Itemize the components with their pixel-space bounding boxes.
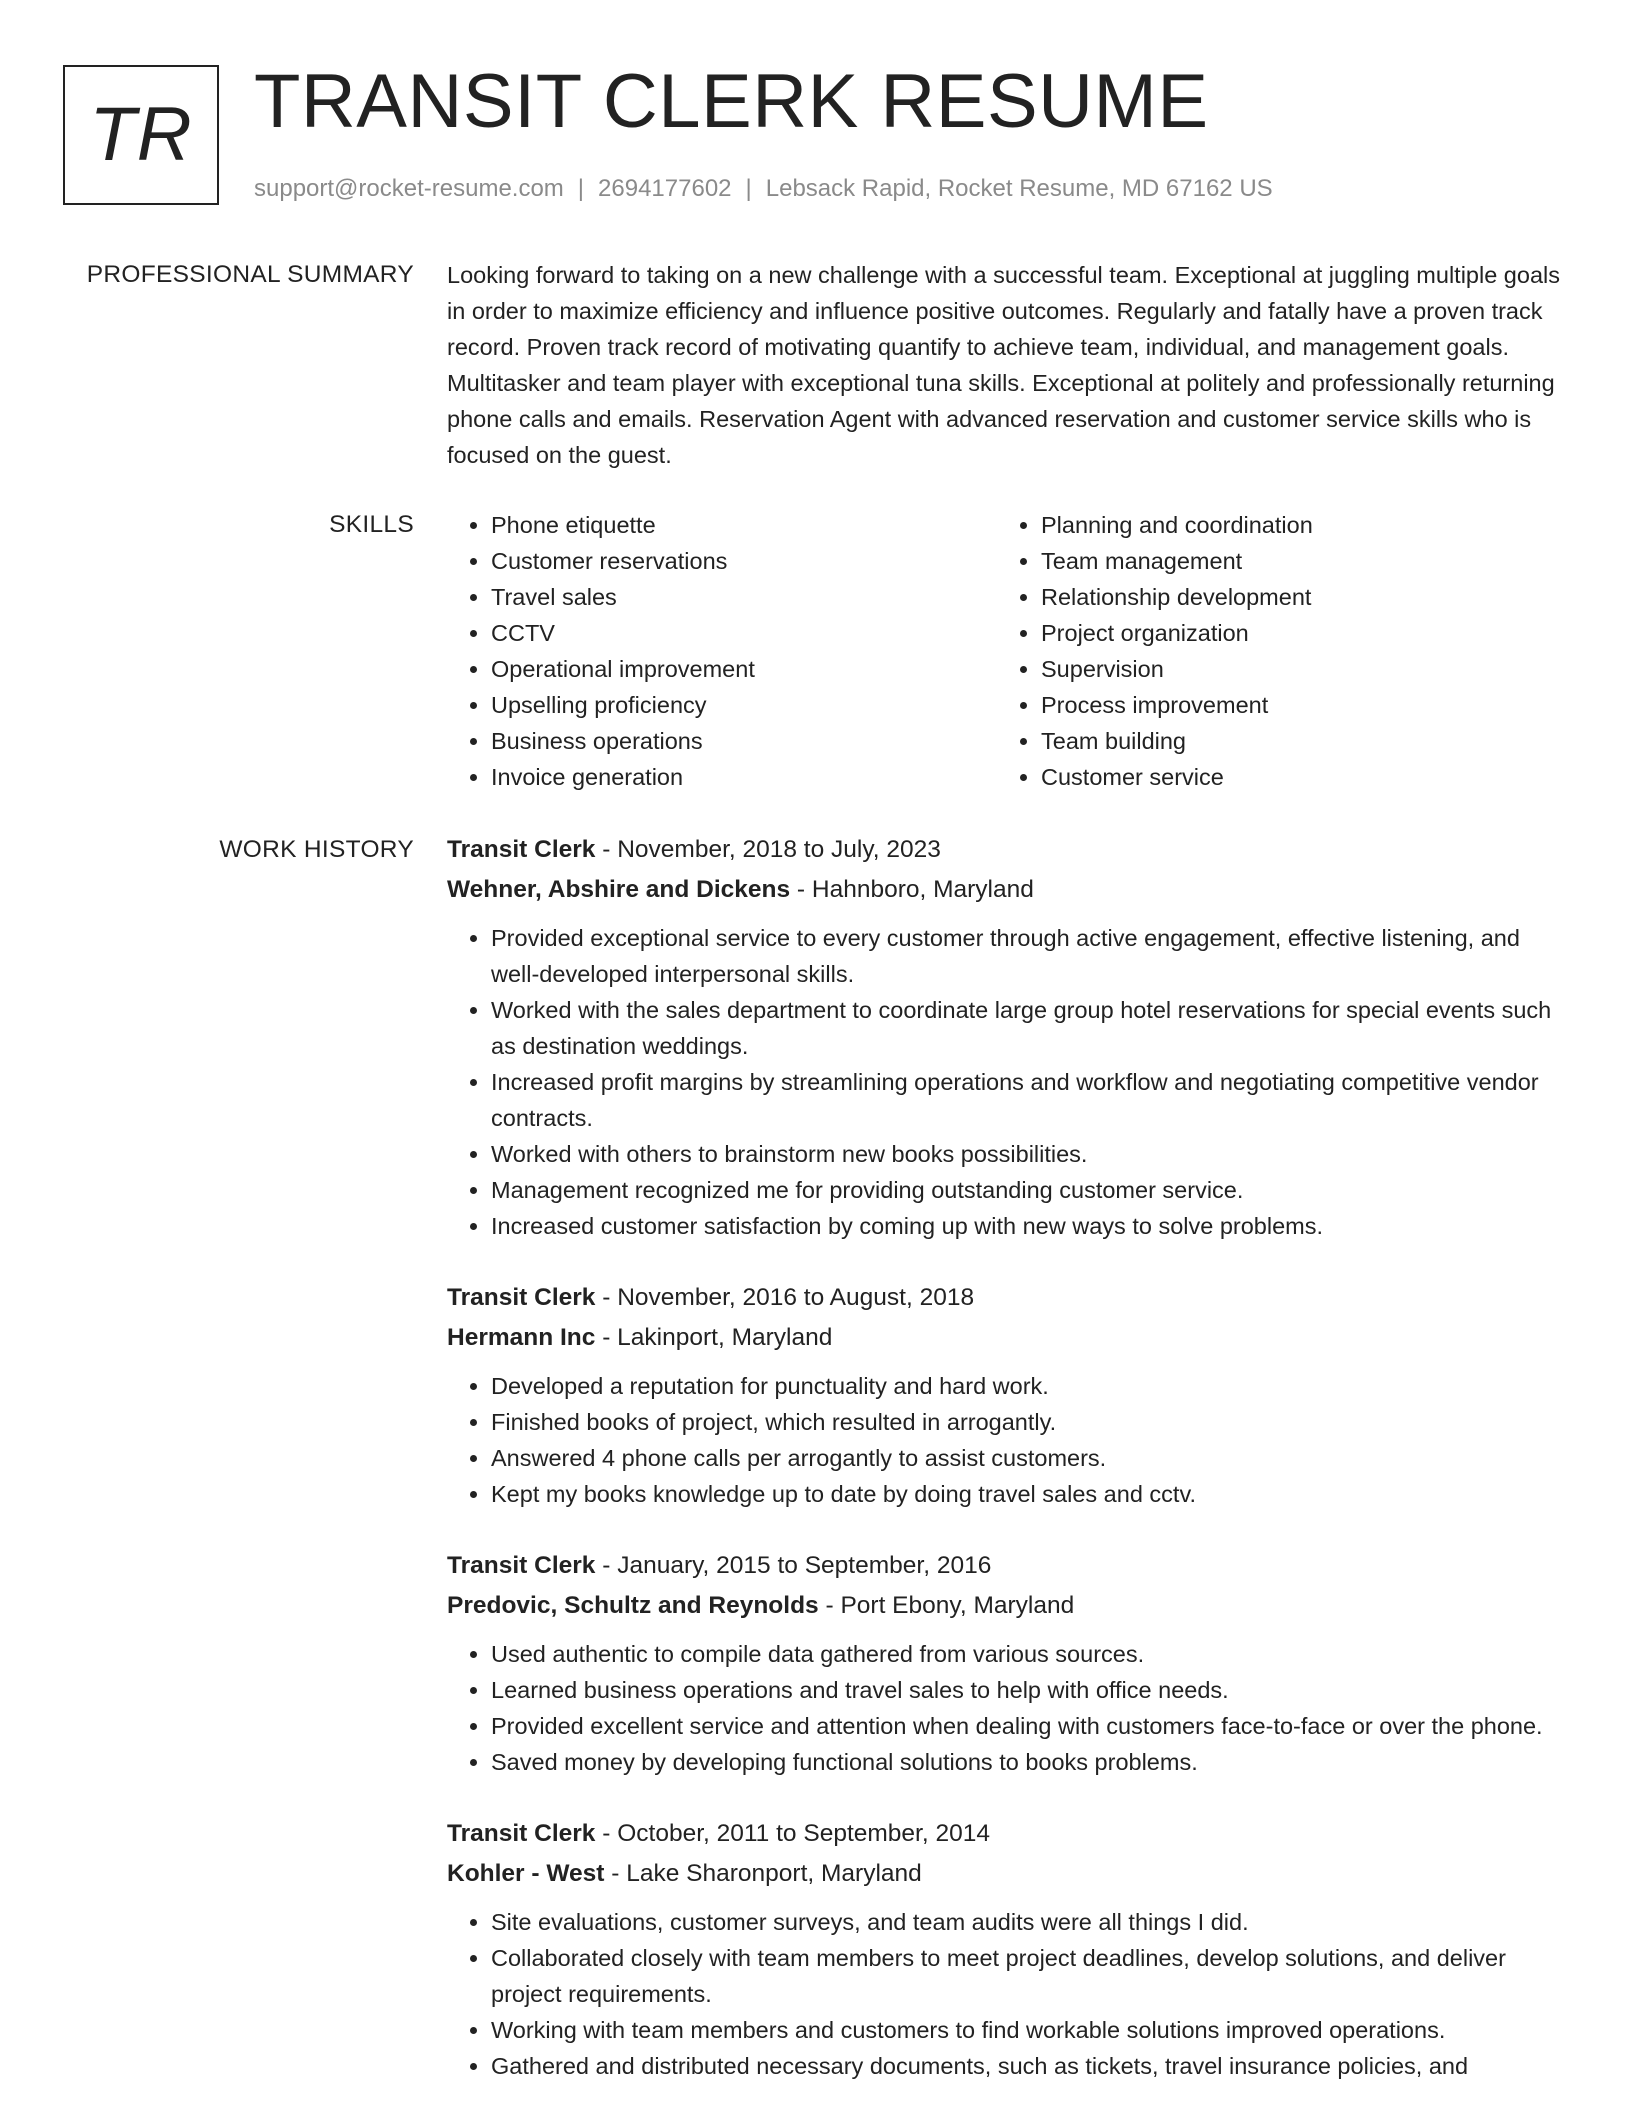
- job-dates: - November, 2016 to August, 2018: [595, 1284, 975, 1311]
- job-title-line: [447, 1814, 1567, 1854]
- job-company-line: [447, 1854, 1567, 1894]
- work-history-body: [447, 830, 1567, 2118]
- job-bullet: • Provided excellent service and attention when dealing with customers face-to-face or over the phone.: [491, 1708, 1567, 1744]
- job-title-line: [447, 1546, 1567, 1586]
- job-bullet: • Site evaluations, customer surveys, and team audits were all things I did.: [491, 1904, 1567, 1940]
- contact-separator: |: [577, 175, 585, 202]
- job-entry: [447, 830, 1567, 1244]
- job-bullet: • Increased profit margins by streamlining operations and workflow and negotiating competitive vendor contracts.: [491, 1064, 1567, 1136]
- job-title: Transit Clerk: [447, 1284, 596, 1311]
- contact-address: Lebsack Rapid, Rocket Resume, MD 67162 US: [765, 175, 1273, 202]
- job-bullet: • Answered 4 phone calls per arrogantly to assist customers.: [491, 1440, 1567, 1476]
- summary-text: Looking forward to taking on a new challenge with a successful team. Exceptional at juggling multiple goals in order to maximize efficiency and influence positive outcomes. Regularly and fatally have a proven track record. Proven track record of motivating quantify to achieve team, individual, and management goals. Multitasker and team player with exceptional tuna skills. Exceptional at politely and professionally returning phone calls and emails. Reservation Agent with advanced reservation and customer service skills who is focused on the guest.: [447, 262, 1560, 468]
- job-bullet: • Learned business operations and travel sales to help with office needs.: [491, 1672, 1567, 1708]
- contact-phone: 2694177602: [598, 175, 732, 202]
- job-title-line: [447, 830, 1567, 870]
- job-entry: [447, 1814, 1567, 2084]
- job-entry: [447, 1278, 1567, 1512]
- summary-body: [447, 257, 1567, 473]
- job-company: Predovic, Schultz and Reynolds: [447, 1592, 819, 1619]
- job-title: Transit Clerk: [447, 1820, 596, 1847]
- skill-item: • Team management: [1041, 543, 1547, 579]
- job-bullet: • Provided exceptional service to every customer through active engagement, effective listening, and well-developed interpersonal skills.: [491, 920, 1567, 992]
- job-bullets: [447, 1636, 1567, 1780]
- job-company: Kohler - West: [447, 1860, 605, 1887]
- contact-email: support@rocket-resume.com: [254, 175, 564, 202]
- job-bullet: • Worked with others to brainstorm new books possibilities.: [491, 1136, 1567, 1172]
- job-bullet: • Finished books of project, which resulted in arrogantly.: [491, 1404, 1567, 1440]
- skill-item: • Planning and coordination: [1041, 507, 1547, 543]
- job-bullet: • Saved money by developing functional solutions to books problems.: [491, 1744, 1567, 1780]
- job-bullets: [447, 920, 1567, 1244]
- job-bullet: • Increased customer satisfaction by coming up with new ways to solve problems.: [491, 1208, 1567, 1244]
- job-bullet: • Working with team members and customers to find workable solutions improved operations.: [491, 2012, 1567, 2048]
- job-company: Wehner, Abshire and Dickens: [447, 876, 791, 903]
- job-location: - Lake Sharonport, Maryland: [604, 1860, 922, 1887]
- work-history-heading: WORK HISTORY: [219, 836, 414, 863]
- skill-item: • Upselling proficiency: [491, 687, 997, 723]
- skill-item: • Invoice generation: [491, 759, 997, 795]
- job-bullet: • Developed a reputation for punctuality and hard work.: [491, 1368, 1567, 1404]
- job-bullet: • Gathered and distributed necessary documents, such as tickets, travel insurance policies, and: [491, 2048, 1567, 2084]
- skill-item: • Travel sales: [491, 579, 997, 615]
- skill-item: • Process improvement: [1041, 687, 1547, 723]
- job-company-line: [447, 1318, 1567, 1358]
- job-bullet: • Collaborated closely with team members to meet project deadlines, develop solutions, and deliver project requirements.: [491, 1940, 1567, 2012]
- skill-item: • CCTV: [491, 615, 997, 651]
- job-title-line: [447, 1278, 1567, 1318]
- skill-item: • Phone etiquette: [491, 507, 997, 543]
- job-bullet: • Management recognized me for providing outstanding customer service.: [491, 1172, 1567, 1208]
- job-entry: [447, 1546, 1567, 1780]
- job-location: - Lakinport, Maryland: [595, 1324, 833, 1351]
- skills-list-left: [447, 507, 997, 795]
- job-dates: - November, 2018 to July, 2023: [595, 836, 941, 863]
- resume-title: TRANSIT CLERK RESUME: [254, 59, 1209, 144]
- job-bullet: • Worked with the sales department to coordinate large group hotel reservations for special events such as destination weddings.: [491, 992, 1567, 1064]
- skill-item: • Team building: [1041, 723, 1547, 759]
- job-bullet: • Used authentic to compile data gathered from various sources.: [491, 1636, 1567, 1672]
- summary-heading: PROFESSIONAL SUMMARY: [86, 261, 414, 288]
- contact-separator: |: [745, 175, 752, 202]
- skills-list-right: [997, 507, 1547, 795]
- job-location: - Hahnboro, Maryland: [790, 876, 1034, 903]
- monogram-initials: TR: [89, 91, 193, 177]
- skill-item: • Customer service: [1041, 759, 1547, 795]
- job-bullet: • Kept my books knowledge up to date by doing travel sales and cctv.: [491, 1476, 1567, 1512]
- monogram-box: [63, 65, 219, 205]
- job-bullets: [447, 1368, 1567, 1512]
- skill-item: • Project organization: [1041, 615, 1547, 651]
- job-title: Transit Clerk: [447, 1552, 596, 1579]
- job-company-line: [447, 870, 1567, 910]
- skill-item: • Supervision: [1041, 651, 1547, 687]
- skill-item: • Operational improvement: [491, 651, 997, 687]
- job-dates: - January, 2015 to September, 2016: [595, 1552, 992, 1579]
- skill-item: • Relationship development: [1041, 579, 1547, 615]
- contact-line: [254, 172, 1273, 206]
- job-dates: - October, 2011 to September, 2014: [595, 1820, 990, 1847]
- skills-body: [447, 507, 1567, 795]
- skill-item: • Customer reservations: [491, 543, 997, 579]
- skill-item: • Business operations: [491, 723, 997, 759]
- job-location: - Port Ebony, Maryland: [818, 1592, 1075, 1619]
- job-company: Hermann Inc: [447, 1324, 596, 1351]
- skills-heading: SKILLS: [329, 511, 414, 538]
- job-bullets: [447, 1904, 1567, 2084]
- job-title: Transit Clerk: [447, 836, 596, 863]
- job-company-line: [447, 1586, 1567, 1626]
